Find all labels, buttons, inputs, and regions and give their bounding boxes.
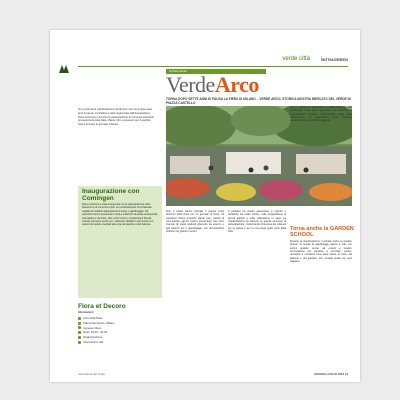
headline [166,74,259,96]
magazine-page [50,30,360,382]
subtitle: TORNA DOPO SETTE ANNI DI PAUSA LA FIERA DI MILANO – VERDE ARCO, STORICA MOSTRA MERCATO DEL VERDE IN PIAZZA CASTELLO [166,97,351,105]
footer-page-number: GIUGNO-LUGLIO 2012 | 9 [314,372,348,376]
section-label: verde città [282,56,310,62]
bullet-icon [78,317,81,320]
garden-school-title: Torna anche la GARDEN SCHOOL [290,226,354,238]
info-box-subtitle: Informazioni [78,311,94,314]
article-column-3: Tra le novità di quest'anno, un'area dedicata alla biodiversità e alle piante autoctone, con l'obiettivo di sensibilizzare i visitatori sull'importanza della tutela dell'ambiente. Gli organizzatori hanno espresso soddisfazione per i risultati raggiunti. [290,106,352,123]
info-box-list [78,316,162,345]
bullet-icon [78,326,81,329]
header-separator: | [320,56,322,62]
magazine-logo-icon [58,64,70,74]
headline-word-2: Arco [214,72,259,97]
list-item: Piazza Sempione, Milano [78,321,162,326]
list-item: Arco della Pace [78,316,162,321]
article-column-1: Fiori e piante hanno colorato il grande prato dell'Arco della Pace per tre giornate di festa. Gli espositori hanno proposto piante rare, varietà di rose antiche, agrumi, bulbi e piccoli frutti. Non sono mancati gli stand dedicati all'arredo da esterno e agli attrezzi per il giardinaggio, con dimostrazioni pratiche per grandi e piccini. [166,210,224,234]
brand-label: INTRAGREEN [321,57,348,62]
list-item: Orari: 10.00 - 20.00 [78,330,162,335]
byline: di Piero Ruisi [166,69,266,74]
header-rule [78,66,348,67]
bullet-icon [78,336,81,339]
bullet-icon [78,341,81,344]
list-item: Informazioni utili [78,340,162,345]
article-column-2: Il pubblico ha potuto partecipare a incontri e workshop sul verde urbano, sulla progettazione di piccoli giardini e sulla coltivazione in vaso. La manifestazione ha ottenuto un grande successo di partecipazione, confermando l'interesse dei milanesi per la natura e per la cura degli spazi verdi della città. [228,210,287,234]
headline-word-1: Verde [166,72,215,97]
inauguration-sidebar [78,186,162,298]
bullet-icon [78,331,81,334]
garden-school-body: Durante la manifestazione è tornata anche la Garden School, la scuola di giardinaggio aperta a tutti, con lezioni gratuite tenute da esperti e vivaisti. Un'occasione per imparare a seminare, potare, rinvasare e prendersi cura delle piante di casa, del balcone e del giardino, con consigli pratici per ogni stagione. [290,240,352,264]
footer-publication: Informatore del Verde [78,372,105,376]
list-item: Organizzazione [78,335,162,340]
info-box-title: Flora et Decoro [78,303,126,310]
list-item: Ingresso libero [78,326,162,331]
sidebar-title: Inaugurazione con Comingen [82,188,140,202]
sidebar-body: Flora et Decoro è stata inaugurata con la partecipazione delle istituzioni e di numerosi ospiti. La manifestazione ha richiamato migliaia di visitatori appassionati di verde e giardinaggio. Gli espositori hanno presentato novità e collezioni di piante ornamentali, aromatiche e da frutto, oltre a fiori recisi e composizioni floreali. Grande interesse anche per i laboratori didattici e gli incontri con esperti del settore dedicati alla cura del giardino e del balcone. [82,203,158,227]
bullet-icon [78,322,81,325]
intro-paragraph: Si è conclusa la manifestazione Verde Arco che torna dopo sette anni di pausa. L'iniziativa è stata organizzata dall'Associazione Flora et Decoro e ha visto la partecipazione di numerosi espositori provenienti da tutta Italia. Piante, fiori e accessori per il giardino hanno animato le giornate milanesi. [78,108,154,127]
